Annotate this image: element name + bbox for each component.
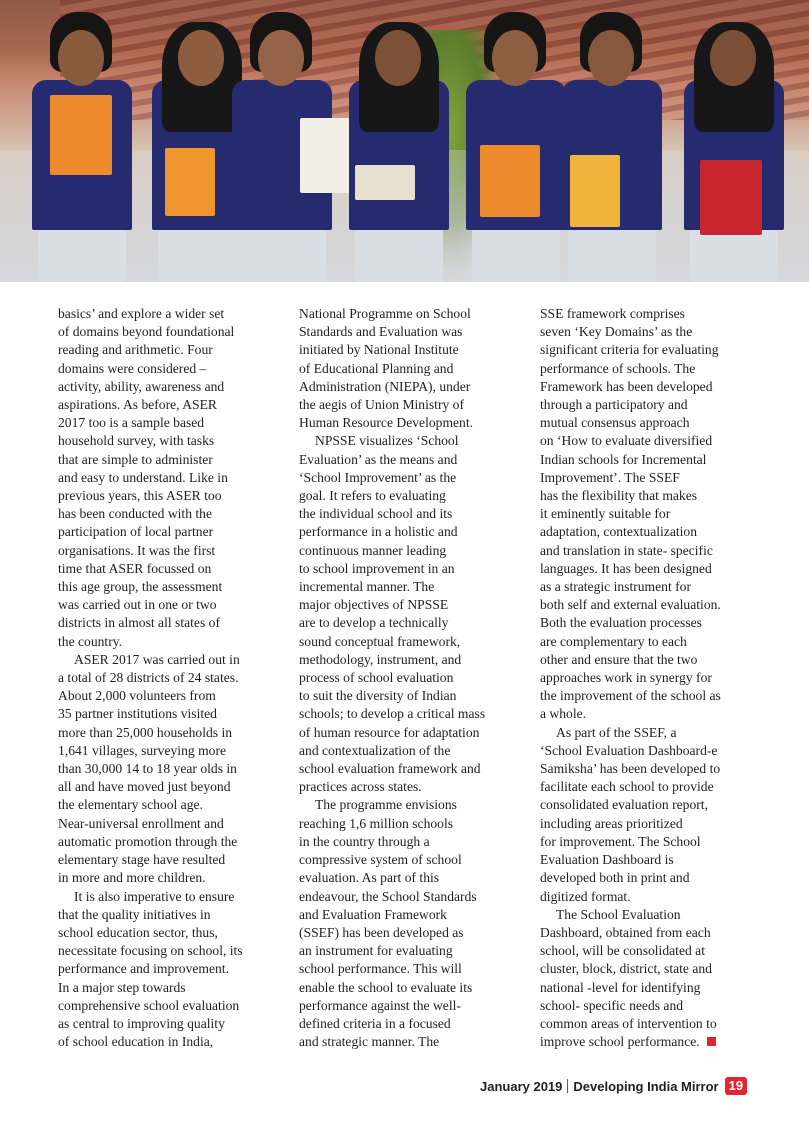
text-line: time that ASER focussed on	[58, 560, 212, 576]
text-line: more than 25,000 households in	[58, 724, 233, 740]
text-line: Framework has been developed	[540, 378, 713, 394]
text-line: and contextualization of the	[299, 742, 451, 758]
text-line: continuous manner leading	[299, 542, 447, 558]
text-line: in more and more children.	[58, 870, 206, 886]
text-line: defined criteria in a focused	[299, 1015, 451, 1031]
text-line: cluster, block, district, state and	[540, 961, 712, 977]
page-footer	[480, 1075, 747, 1097]
text-line: of domains beyond foundational	[58, 324, 235, 340]
text-line: reading and arithmetic. Four	[58, 342, 213, 358]
text-line: schools; to develop a critical mass	[299, 706, 486, 722]
text-line: a total of 28 districts of 24 states.	[58, 670, 239, 686]
text-line: 1,641 villages, surveying more	[58, 742, 227, 758]
text-line: mutual consensus approach	[540, 415, 690, 431]
text-line: significant criteria for evaluating	[540, 342, 719, 358]
text-line: Evaluation Dashboard is	[540, 852, 674, 868]
text-line: an instrument for evaluating	[299, 943, 453, 959]
text-line: major objectives of NPSSE	[299, 597, 449, 613]
text-column-2	[299, 305, 485, 1051]
text-line: Samiksha’ has been developed to	[540, 761, 721, 777]
text-line: of school education in India,	[58, 1034, 214, 1050]
text-line: that the quality initiatives in	[58, 906, 211, 922]
paragraph	[299, 432, 485, 796]
text-line: and easy to understand. Like in	[58, 469, 228, 485]
text-line: ASER 2017 was carried out in	[74, 651, 240, 667]
text-line: performance and improvement.	[58, 961, 229, 977]
text-line: school, will be consolidated at	[540, 943, 705, 959]
text-line: districts in almost all states of	[58, 615, 220, 631]
text-line: methodology, instrument, and	[299, 651, 462, 667]
text-line: Near-universal enrollment and	[58, 815, 224, 831]
paragraph	[299, 305, 485, 432]
text-line: Administration (NIEPA), under	[299, 378, 471, 394]
text-line: performance in a holistic and	[299, 524, 458, 540]
text-line: household survey, with tasks	[58, 433, 215, 449]
text-line: this age group, the assessment	[58, 579, 223, 595]
text-line: activity, ability, awareness and	[58, 378, 225, 394]
text-line: As part of the SSEF, a	[556, 724, 677, 740]
text-line: and translation in state- specific	[540, 542, 713, 558]
text-line: the country.	[58, 633, 123, 649]
text-line: Improvement’. The SSEF	[540, 469, 680, 485]
text-line: the individual school and its	[299, 506, 453, 522]
text-line: domains were considered –	[58, 360, 207, 376]
text-line: Indian schools for Incremental	[540, 451, 707, 467]
text-line: aspirations. As before, ASER	[58, 397, 217, 413]
text-line: basics’ and explore a wider set	[58, 306, 225, 321]
text-line: than 30,000 14 to 18 year olds in	[58, 761, 237, 777]
text-line: and strategic manner. The	[299, 1034, 440, 1050]
text-line: ‘School Improvement’ as the	[299, 469, 457, 485]
text-line: it eminently suitable for	[540, 506, 671, 522]
text-line: approaches work in synergy for	[540, 670, 712, 686]
text-line: are complementary to each	[540, 633, 687, 649]
footer-date: January 2019	[480, 1078, 563, 1094]
text-line: on ‘How to evaluate diversified	[540, 433, 713, 449]
text-line: It is also imperative to ensure	[74, 888, 235, 904]
text-line: school education sector, thus,	[58, 924, 218, 940]
text-line: of human resource for adaptation	[299, 724, 480, 740]
text-line: as a strategic instrument for	[540, 579, 691, 595]
text-line: has the flexibility that makes	[540, 488, 698, 504]
text-line: Both the evaluation processes	[540, 615, 702, 631]
text-line: elementary stage have resulted	[58, 852, 226, 868]
text-line: process of school evaluation	[299, 670, 454, 686]
paragraph	[58, 305, 243, 651]
text-line: school evaluation framework and	[299, 761, 481, 777]
text-line: participation of local partner	[58, 524, 214, 540]
text-line: consolidated evaluation report,	[540, 797, 708, 813]
text-line: comprehensive school evaluation	[58, 997, 240, 1013]
text-line: the improvement of the school as	[540, 688, 721, 704]
text-line: common areas of intervention to	[540, 1015, 717, 1031]
text-line: practices across states.	[299, 779, 422, 795]
text-line: to school improvement in an	[299, 560, 455, 576]
text-line: 2017 too is a sample based	[58, 415, 205, 431]
text-line: through a participatory and	[540, 397, 688, 413]
footer-divider	[567, 1079, 568, 1093]
paragraph	[540, 724, 721, 906]
paragraph	[58, 888, 243, 1052]
text-line: Standards and Evaluation was	[299, 324, 463, 340]
paragraph	[299, 796, 485, 1051]
text-line: the elementary school age.	[58, 797, 203, 813]
text-line: The School Evaluation	[556, 906, 681, 922]
text-line: national -level for identifying	[540, 979, 701, 995]
text-line: languages. It has been designed	[540, 560, 712, 576]
text-line: are to develop a technically	[299, 615, 449, 631]
text-line: About 2,000 volunteers from	[58, 688, 216, 704]
text-line: school- specific needs and	[540, 997, 684, 1013]
text-line: Dashboard, obtained from each	[540, 924, 711, 940]
text-line: both self and external evaluation.	[540, 597, 721, 613]
text-line: evaluation. As part of this	[299, 870, 440, 886]
text-line: for improvement. The School	[540, 833, 701, 849]
paragraph	[540, 906, 721, 1052]
text-line: endeavour, the School Standards	[299, 888, 477, 904]
text-line: a whole.	[540, 706, 587, 722]
text-line: incremental manner. The	[299, 579, 435, 595]
end-mark-icon	[707, 1037, 716, 1046]
text-line: that are simple to administer	[58, 451, 213, 467]
text-line: The programme envisions	[315, 797, 457, 813]
text-line: ‘School Evaluation Dashboard-e	[540, 742, 718, 758]
text-line: National Programme on School	[299, 306, 471, 321]
text-line: in the country through a	[299, 833, 430, 849]
text-line: enable the school to evaluate its	[299, 979, 473, 995]
text-line: seven ‘Key Domains’ as the	[540, 324, 693, 340]
text-line: to suit the diversity of Indian	[299, 688, 457, 704]
text-column-3	[540, 305, 721, 1051]
text-line: was carried out in one or two	[58, 597, 217, 613]
paragraph	[540, 305, 721, 724]
text-line: the aegis of Union Ministry of	[299, 397, 464, 413]
text-line: Human Resource Development.	[299, 415, 474, 431]
text-line: digitized format.	[540, 888, 631, 904]
text-line: automatic promotion through the	[58, 833, 238, 849]
text-line: goal. It refers to evaluating	[299, 488, 446, 504]
text-line: other and ensure that the two	[540, 651, 698, 667]
text-line: initiated by National Institute	[299, 342, 459, 358]
text-line: 35 partner institutions visited	[58, 706, 217, 722]
paragraph	[58, 651, 243, 888]
text-line: organisations. It was the first	[58, 542, 216, 558]
text-line: SSE framework comprises	[540, 306, 685, 321]
text-line: as central to improving quality	[58, 1015, 225, 1031]
footer-publication: Developing India Mirror	[573, 1078, 719, 1094]
text-line: has been conducted with the	[58, 506, 213, 522]
text-line: sound conceptual framework,	[299, 633, 461, 649]
text-line: of Educational Planning and	[299, 360, 454, 376]
text-line: improve school performance.	[540, 1034, 700, 1050]
text-line: all and have moved just beyond	[58, 779, 231, 795]
text-column-1	[58, 305, 243, 1051]
text-line: reaching 1,6 million schools	[299, 815, 454, 831]
text-line: compressive system of school	[299, 852, 462, 868]
text-line: necessitate focusing on school, its	[58, 943, 243, 959]
text-line: previous years, this ASER too	[58, 488, 222, 504]
page-number: 19	[725, 1077, 747, 1095]
text-line: (SSEF) has been developed as	[299, 924, 464, 940]
text-line: facilitate each school to provide	[540, 779, 714, 795]
text-line: developed both in print and	[540, 870, 690, 886]
text-line: and Evaluation Framework	[299, 906, 447, 922]
text-line: Evaluation’ as the means and	[299, 451, 458, 467]
text-line: performance of schools. The	[540, 360, 696, 376]
text-line: including areas prioritized	[540, 815, 683, 831]
text-line: NPSSE visualizes ‘School	[315, 433, 459, 449]
text-line: school performance. This will	[299, 961, 462, 977]
text-line: performance against the well-	[299, 997, 461, 1013]
text-line: adaptation, contextualization	[540, 524, 698, 540]
text-line: In a major step towards	[58, 979, 186, 995]
